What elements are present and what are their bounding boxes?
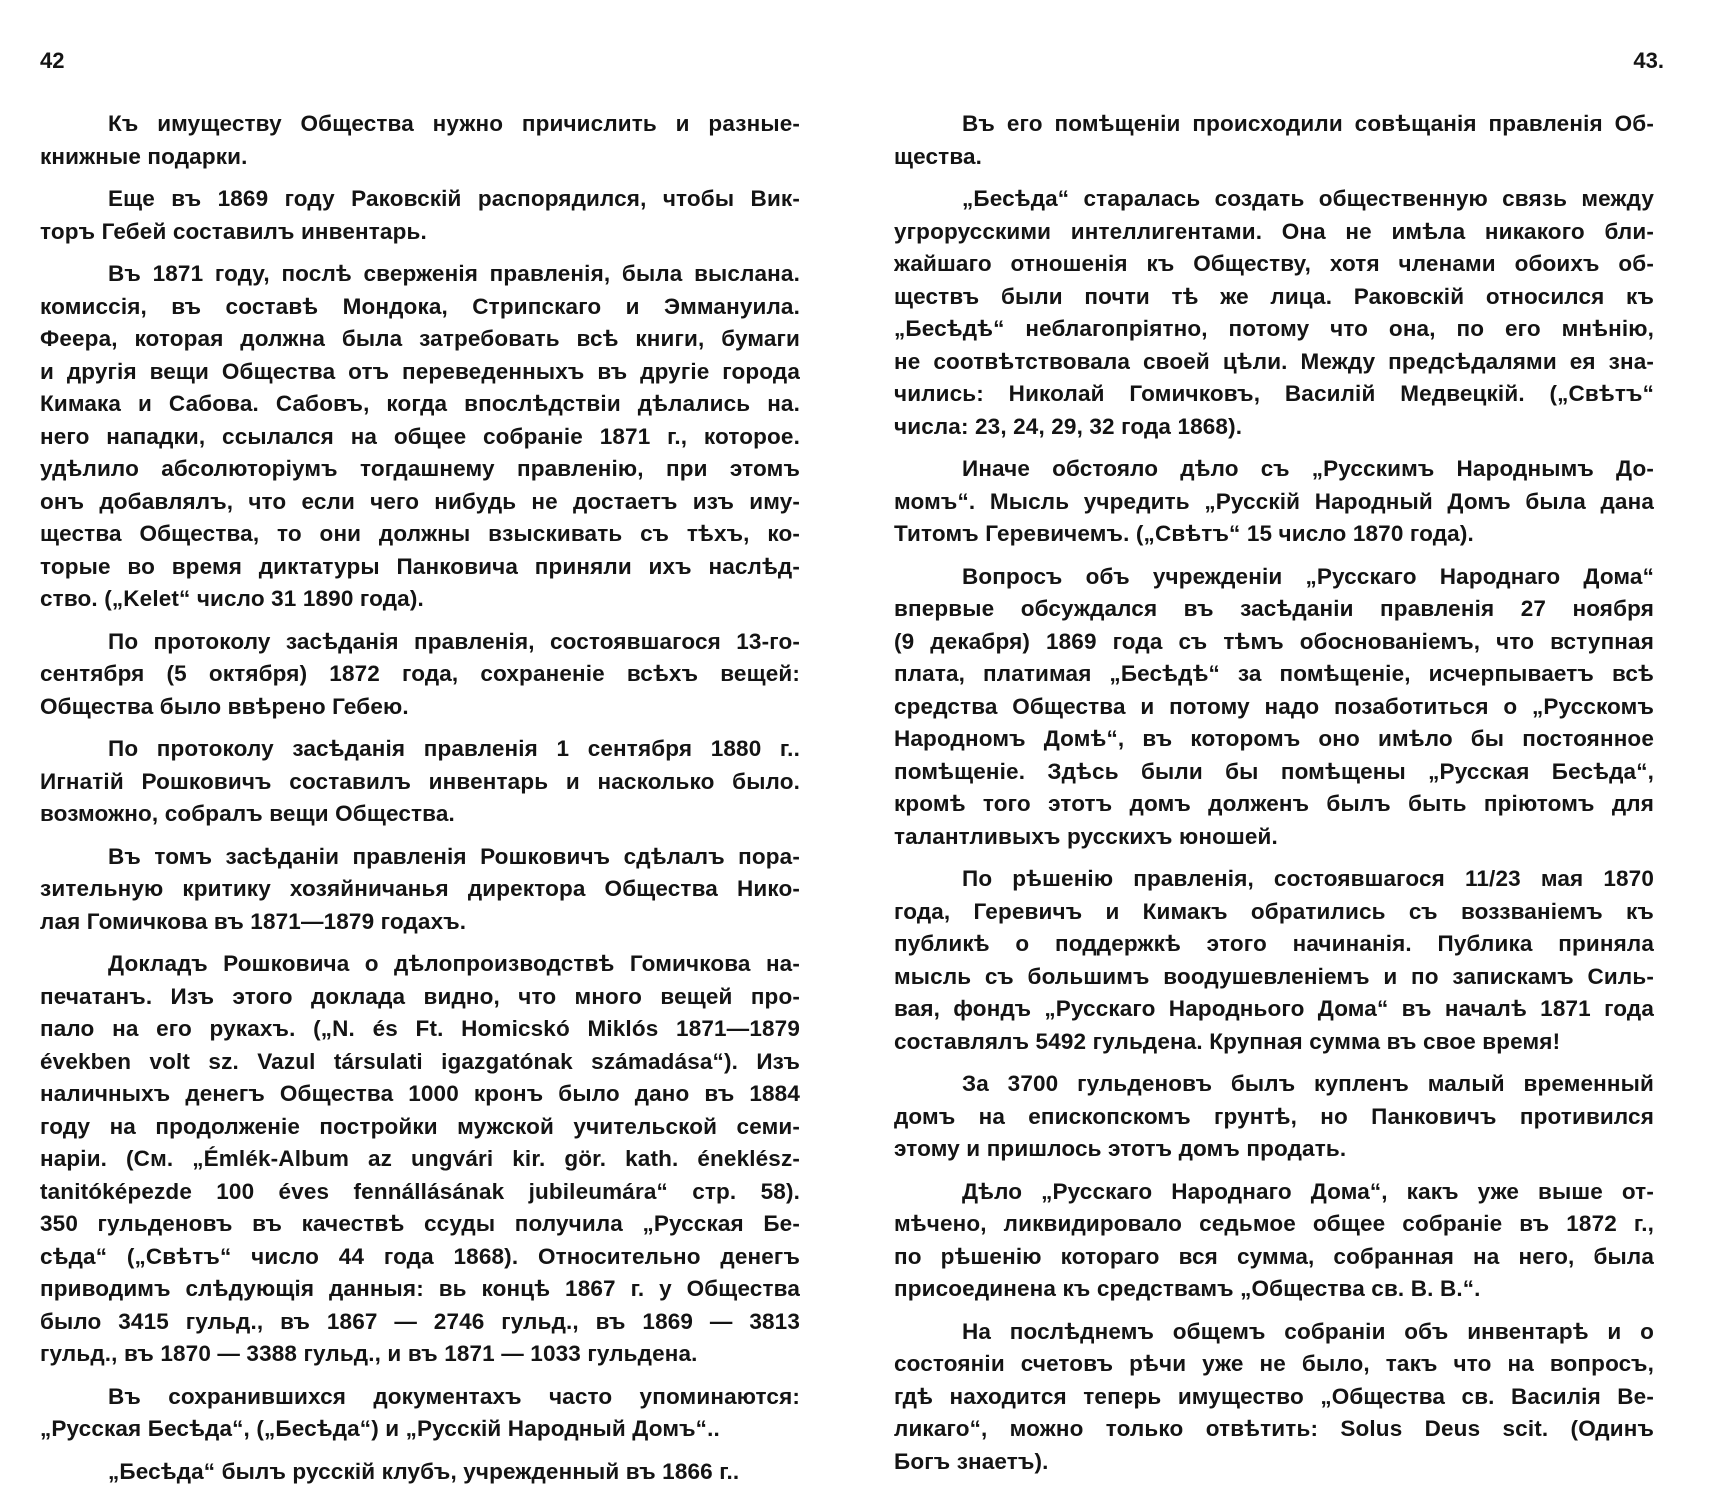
text-line: По протоколу засѣданія правленія, состоявшагося 13-го- <box>108 628 800 654</box>
text-line: ство. („Kelet“ число 31 1890 года). <box>40 586 424 611</box>
text-line: „Русская Бесѣда“, („Бесѣда“) и „Русскій Народный Домъ“.. <box>40 1416 720 1441</box>
text-line: помѣщеніе. Здѣсь были бы помѣщены „Русская Бесѣда“, <box>894 758 1654 784</box>
text-line: момъ“. Мысль учредить „Русскій Народный Домъ была дана <box>894 488 1654 514</box>
text-line: кромѣ того этотъ домъ долженъ былъ быть пріютомъ для <box>894 791 1654 816</box>
text-line: онъ добавлялъ, что если чего нибудь не достаетъ изъ иму- <box>40 488 800 514</box>
text-line: удѣлило абсолюторіумъ тогдашнему правленію, при этомъ <box>40 456 800 481</box>
text-line: „Бесѣда“ старалась создать общественную связь между <box>962 186 1654 211</box>
text-line: мысль съ большимъ воодушевленіемъ и по запискамъ Силь- <box>894 963 1654 989</box>
left-page-text <box>40 108 800 1488</box>
text-line: „Бесѣдѣ“ неблагопріятно, потому что она, по его мнѣнію, <box>894 316 1654 341</box>
text-line: пало на его рукахъ. („N. és Ft. Homicskó Miklós 1871—1879 <box>40 1016 800 1041</box>
text-line: печатанъ. Изъ этого доклада видно, что много вещей про- <box>40 983 800 1009</box>
text-line: этому и пришлось этотъ домъ продать. <box>894 1136 1347 1161</box>
text-line: зительную критику хозяйничанья директора Общества Нико- <box>40 876 800 901</box>
paragraph-gap <box>40 248 800 258</box>
text-line: мѣчено, ликвидировало седьмое общее собраніе въ 1872 г., <box>894 1211 1654 1236</box>
paragraph-gap <box>40 1446 800 1456</box>
text-line: талантливыхъ русскихъ юношей. <box>894 823 1278 849</box>
text-line: возможно, собралъ вещи Общества. <box>40 801 455 826</box>
text-line: Феера, которая должна была затребовать всѣ книги, бумаги <box>40 326 800 351</box>
text-line: торъ Гебей составилъ инвентарь. <box>40 218 427 244</box>
text-line: ликаго“, можно только отвѣтить: Solus Deus scit. (Одинъ <box>894 1416 1654 1441</box>
text-line: Народномъ Домѣ“, въ которомъ оно имѣло бы постоянное <box>894 726 1654 751</box>
text-line: гульд., въ 1870 — 3388 гульд., и въ 1871 — 1033 гульдена. <box>40 1341 698 1366</box>
text-line: években volt sz. Vazul társulati igazgatónak számadása“). Изъ <box>40 1048 800 1074</box>
text-line: торые во время диктатуры Панковича приняли ихъ наслѣд- <box>40 553 800 579</box>
text-line: лая Гомичкова въ 1871—1879 годахъ. <box>40 908 467 934</box>
page-number-right: 43. <box>1633 48 1664 73</box>
text-line: (9 декабря) 1869 года съ тѣмъ обоснованіемъ, что вступная <box>894 628 1654 654</box>
text-line: Титомъ Геревичемъ. („Свѣтъ“ 15 число 1870 года). <box>894 521 1474 546</box>
text-line: было 3415 гульд., въ 1867 — 2746 гульд., въ 1869 — 3813 <box>40 1308 800 1334</box>
text-line: tanitóképezde 100 éves fennállásának jubileumára“ стр. 58). <box>40 1178 800 1204</box>
text-line: состояніи счетовъ рѣчи уже не было, такъ что на вопросъ, <box>894 1351 1654 1376</box>
paragraph-gap <box>40 616 800 626</box>
text-line: Къ имуществу Общества нужно причислить и разные- <box>108 111 800 136</box>
text-line: Общества было ввѣрено Гебею. <box>40 693 409 719</box>
paragraph-gap <box>40 173 800 183</box>
text-line: комиссія, въ составѣ Мондока, Стрипскаго и Эммануила. <box>40 293 800 319</box>
text-line: чились: Николай Гомичковъ, Василій Медвецкій. („Свѣтъ“ <box>894 381 1654 406</box>
paragraph-gap <box>40 831 800 841</box>
text-line: Въ 1871 году, послѣ сверженія правленія, была выслана. <box>108 261 800 286</box>
text-line: не соотвѣтствовала своей цѣли. Между предсѣдалями ея зна- <box>894 348 1654 374</box>
text-line: Дѣло „Русскаго Народнаго Дома“, какъ уже выше от- <box>962 1178 1654 1204</box>
text-line: впервые обсуждался въ засѣданіи правленія 27 ноября <box>894 596 1654 621</box>
text-line: По рѣшенію правленія, состоявшагося 11/23 мая 1870 <box>962 866 1654 891</box>
text-line: ществъ были почти тѣ же лица. Раковскій относился къ <box>894 283 1654 309</box>
page-number-left: 42 <box>40 48 65 73</box>
right-page-text <box>894 108 1654 1478</box>
text-line: плата, платимая „Бесѣдѣ“ за помѣщеніе, исчерпываетъ всѣ <box>894 661 1654 686</box>
text-line: сентября (5 октября) 1872 года, сохраненіе всѣхъ вещей: <box>40 661 800 686</box>
text-line: 350 гульденовъ въ качествѣ ссуды получила „Русская Бе- <box>40 1211 800 1236</box>
text-line: и другія вещи Общества отъ переведенныхъ въ другіе города <box>40 358 800 384</box>
text-line: года, Геревичъ и Кимакъ обратились съ воззваніемъ къ <box>894 898 1654 924</box>
text-line: щества. <box>894 143 983 169</box>
text-line: На послѣднемъ общемъ собраніи объ инвентарѣ и о <box>962 1318 1654 1344</box>
text-line: Игнатій Рошковичъ составилъ инвентарь и насколько было. <box>40 768 800 794</box>
text-line: публикѣ о поддержкѣ этого начинанія. Публика приняла <box>894 931 1654 956</box>
text-line: присоединена къ средствамъ „Общества св. В. В.“. <box>894 1276 1481 1301</box>
text-line: Въ сохранившихся документахъ часто упоминаются: <box>108 1383 800 1409</box>
text-line: составлялъ 5492 гульдена. Крупная сумма въ свое время! <box>894 1028 1561 1054</box>
text-line: Докладъ Рошковича о дѣлопроизводствѣ Гомичкова на- <box>108 951 800 976</box>
paragraph-gap <box>894 1166 1654 1176</box>
text-line: Въ томъ засѣданіи правленія Рошковичъ сдѣлалъ пора- <box>108 843 800 869</box>
text-line: угрорусскими интеллигентами. Она не имѣла никакого бли- <box>894 218 1654 244</box>
text-line: году на продолженіе постройки мужской учительской семи- <box>40 1113 800 1139</box>
text-line: приводимъ слѣдующія данныя: вь концѣ 1867 г. у Общества <box>40 1276 800 1301</box>
text-line: наличныхъ денегъ Общества 1000 кронъ было дано въ 1884 <box>40 1081 800 1106</box>
paragraph-gap <box>894 1306 1654 1316</box>
text-line: За 3700 гульденовъ былъ купленъ малый временный <box>962 1071 1654 1096</box>
paragraph-gap <box>894 173 1654 183</box>
paragraph-gap <box>894 551 1654 561</box>
paragraph-gap <box>40 938 800 948</box>
text-line: сѣда“ („Свѣтъ“ число 44 года 1868). Относительно денегъ <box>40 1243 800 1269</box>
text-line: домъ на епископскомъ грунтѣ, но Панковичъ противился <box>894 1103 1654 1129</box>
paragraph-gap <box>894 1058 1654 1068</box>
text-line: Вопросъ объ учрежденіи „Русскаго Народнаго Дома“ <box>962 563 1654 589</box>
text-line: наріи. (См. „Émlék-Album az ungvári kir. gör. kath. éneklész- <box>40 1146 800 1171</box>
paragraph-gap <box>40 723 800 733</box>
text-line: гдѣ находится теперь имущество „Общества св. Василія Ве- <box>894 1383 1654 1409</box>
text-line: него нападки, ссылался на общее собраніе 1871 г., которое. <box>40 423 800 449</box>
text-line: щества Общества, то они должны взыскивать съ тѣхъ, ко- <box>40 521 800 546</box>
text-line: Богъ знаетъ). <box>894 1448 1049 1474</box>
text-line: средства Общества и потому надо позаботиться о „Русскомъ <box>894 693 1654 719</box>
text-line: книжные подарки. <box>40 143 248 169</box>
text-line: вая, фондъ „Русскаго Народнього Дома“ въ началѣ 1871 года <box>894 996 1654 1021</box>
text-line: по рѣшенію котораго вся сумма, собранная на него, была <box>894 1243 1654 1269</box>
text-line: Въ его помѣщеніи происходили совѣщанія правленія Об- <box>962 111 1654 136</box>
paragraph-gap <box>894 443 1654 453</box>
text-line: Еще въ 1869 году Раковскій распорядился, чтобы Вик- <box>108 186 800 211</box>
text-line: числа: 23, 24, 29, 32 года 1868). <box>894 413 1243 439</box>
paragraph-gap <box>894 853 1654 863</box>
text-line: Кимака и Сабова. Сабовъ, когда впослѣдствіи дѣлались на. <box>40 391 800 416</box>
text-line: „Бесѣда“ былъ русскій клубъ, учрежденный въ 1866 г.. <box>108 1458 740 1484</box>
text-line: Иначе обстояло дѣло съ „Русскимъ Народнымъ До- <box>962 456 1654 481</box>
text-line: жайшаго отношенія къ Обществу, хотя членами обоихъ об- <box>894 251 1654 276</box>
text-line: По протоколу засѣданія правленія 1 сентября 1880 г.. <box>108 736 800 761</box>
paragraph-gap <box>40 1371 800 1381</box>
